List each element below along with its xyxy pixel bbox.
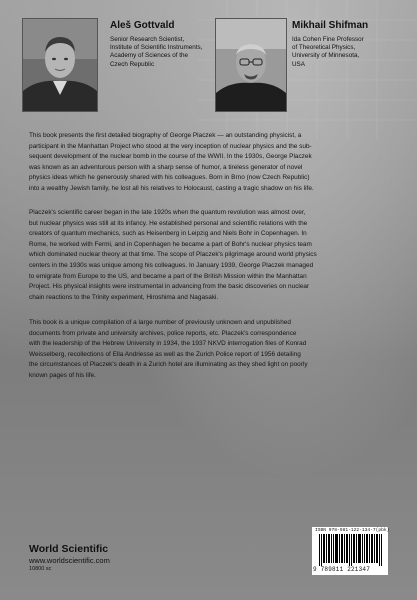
- barcode-digits: 9 789811 221347: [313, 566, 371, 573]
- catalog-code: 10800 sc: [29, 566, 52, 572]
- description-paragraph-3: [29, 318, 391, 382]
- isbn-barcode: [312, 527, 388, 575]
- text-line: centers in the 1930s was unique among his colleagues. In January 1939, George Placzek managed: [29, 261, 314, 269]
- text-line: Weisselberg, recollections of Ella Andriesse as well as the Zurich Police report of 1956 detailing: [29, 350, 301, 358]
- affiliation-line: University of Minnesota,: [292, 52, 360, 60]
- author-name-2: Mikhail Shifman: [292, 20, 369, 31]
- text-line: was known as an adventurous person with a sharp sense of humor, a tireless generator of novel: [29, 163, 303, 171]
- affiliation-line: USA: [292, 60, 305, 68]
- author-affiliation-2: [292, 36, 364, 69]
- author-name-1: Aleš Gottvald: [110, 20, 175, 31]
- affiliation-line: Senior Research Scientist,: [110, 36, 185, 43]
- text-line: sequent development of the nuclear bomb in the course of the WWII. In the 1930s, George Placzek: [29, 153, 312, 161]
- text-line: which dominated nuclear theory at that time. The scope of Placzek's pilgrimage around world physics: [29, 251, 317, 259]
- description-paragraph-1: [29, 131, 391, 195]
- affiliation-line: Institute of Scientific Instruments,: [110, 44, 203, 52]
- text-line: to emigrate from Europe to the US, and became a part of the British Mission within the Manhattan: [29, 272, 307, 280]
- text-line: This book is a unique compilation of a large number of previously unknown and unpublished: [29, 319, 291, 326]
- text-line: This book presents the first detailed biography of George Placzek — an outstanding physicist, a: [29, 132, 302, 139]
- text-line: participant in the Manhattan Project who stood at the very inception of nuclear physics and the sub-: [29, 142, 312, 150]
- text-line: known pages of his life.: [29, 371, 96, 379]
- text-line: Project. His physical insights were instrumental in advancing from the basic discoveries on nuclear: [29, 283, 310, 291]
- author-photo-gottvald: [22, 18, 98, 112]
- text-line: Placzek's scientific career began in the late 1920s when the quantum revolution was almost over,: [29, 209, 306, 216]
- text-line: into a wealthy Jewish family, he lost all his relatives to Holocaust, casting a tragic shadow on his life.: [29, 184, 314, 192]
- affiliation-line: of Theoretical Physics,: [292, 44, 356, 52]
- barcode-icon: [315, 534, 385, 566]
- text-line: creators of quantum mechanics, such as Heisenberg in Leipzig and Niels Bohr in Copenhagen. In: [29, 230, 307, 238]
- text-line: chain reactions to the Trinity experiment, Hiroshima and Nagasaki.: [29, 293, 219, 301]
- isbn-number: ISBN 978-981-122-134-7(pbk): [315, 528, 390, 533]
- publisher-name: World Scientific: [29, 543, 109, 555]
- affiliation-line: Czech Republic: [110, 60, 155, 68]
- text-line: Rome, he worked with Fermi, and in Copenhagen he became a part of Bohr's nuclear physics team: [29, 240, 312, 248]
- text-line: documents from private and university archives, police reports, etc. Placzek's correspondence: [29, 329, 297, 337]
- publisher-url: www.worldscientific.com: [29, 556, 110, 565]
- text-line: with the leadership of the Hebrew University in 1934, the 1937 NKVD interrogation files of Konrad: [29, 340, 307, 348]
- author-photo-shifman: [215, 18, 287, 112]
- affiliation-line: Academy of Sciences of the: [110, 52, 189, 60]
- text-line: but nuclear physics was still at its infancy. He established personal and scientific relations with the: [29, 219, 308, 227]
- affiliation-line: Ida Cohen Fine Professor: [292, 36, 364, 43]
- text-line: physics ideas which he generously shared with his colleagues. Born in Brno (now Czech Republic): [29, 174, 310, 182]
- text-line: the circumstances of Placzek's death in a Zurich hotel are illuminating as they shed light on poorly: [29, 361, 308, 369]
- author-affiliation-1: [110, 36, 202, 69]
- description-paragraph-2: [29, 208, 391, 303]
- publisher-block: [29, 543, 110, 572]
